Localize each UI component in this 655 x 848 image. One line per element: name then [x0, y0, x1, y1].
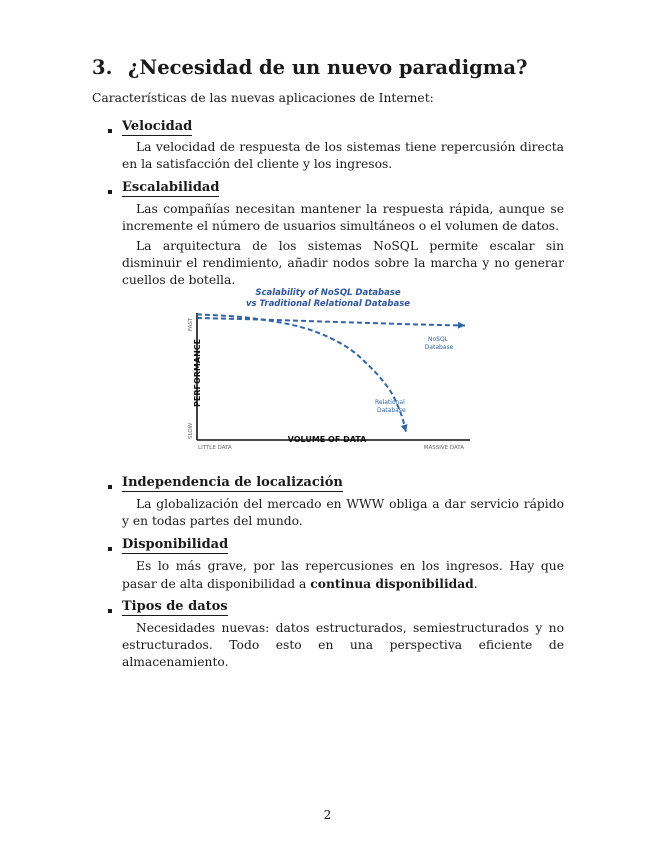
section-heading	[92, 56, 527, 79]
independencia-title: Independencia de localización	[122, 475, 343, 490]
bullet-tipos	[108, 609, 112, 613]
disponibilidad-emphasis: continua disponibilidad	[310, 576, 474, 591]
intro-text: Características de las nuevas aplicaciones de Internet:	[92, 91, 434, 105]
section-number: 3.	[92, 56, 113, 79]
escalabilidad-paragraph-2: La arquitectura de los sistemas NoSQL permite escalar sin disminuir el rendimiento, añadir nodos sobre la marcha y no generar cuellos de botella.	[122, 239, 564, 287]
series-label-nosql: NoSQL Database	[424, 336, 454, 351]
bullet-velocidad	[108, 129, 112, 133]
tipos-title: Tipos de datos	[122, 599, 228, 614]
disponibilidad-title: Disponibilidad	[122, 537, 229, 552]
escalabilidad-title: Escalabilidad	[122, 180, 220, 195]
velocidad-paragraph: La velocidad de respuesta de los sistemas tiene repercusión directa en la satisfacción del cliente y los ingresos.	[122, 140, 564, 171]
page-number: 2	[323, 808, 332, 822]
series-label-relational: Relational Database	[375, 399, 406, 414]
series-line-relational	[197, 314, 406, 432]
x-tick-little-data: LITTLE DATA	[198, 445, 232, 451]
bullet-disponibilidad	[108, 547, 112, 551]
bullet-escalabilidad	[108, 190, 112, 194]
y-tick-fast: FAST	[188, 317, 194, 331]
tipos-paragraph: Necesidades nuevas: datos estructurados, semiestructurados y no estructurados. Todo esto en una perspectiva eficiente de almacenamiento.	[122, 621, 564, 669]
independencia-paragraph: La globalización del mercado en WWW obliga a dar servicio rápido y en todas partes del mundo.	[122, 497, 564, 528]
bullet-independencia	[108, 485, 112, 489]
scalability-chart	[180, 283, 480, 453]
series-line-nosql	[197, 318, 465, 326]
velocidad-title: Velocidad	[122, 119, 193, 134]
section-title: ¿Necesidad de un nuevo paradigma?	[128, 56, 528, 79]
disponibilidad-paragraph: Es lo más grave, por las repercusiones en los ingresos. Hay que pasar de alta disponibilidad a continua disponibilidad.	[122, 559, 564, 591]
y-axis-label: PERFORMANCE	[193, 338, 202, 407]
chart-subtitle: vs Traditional Relational Database	[245, 299, 411, 309]
x-tick-massive-data: MASSIVE DATA	[423, 445, 464, 451]
series-arrow-nosql	[458, 322, 465, 329]
chart-title: Scalability of NoSQL Database	[255, 288, 401, 298]
y-tick-slow: SLOW	[188, 422, 194, 439]
escalabilidad-paragraph-1: Las compañías necesitan mantener la respuesta rápida, aunque se incremente el número de usuarios simultáneos o el volumen de datos.	[122, 202, 564, 233]
x-axis-label: VOLUME OF DATA	[287, 435, 367, 444]
